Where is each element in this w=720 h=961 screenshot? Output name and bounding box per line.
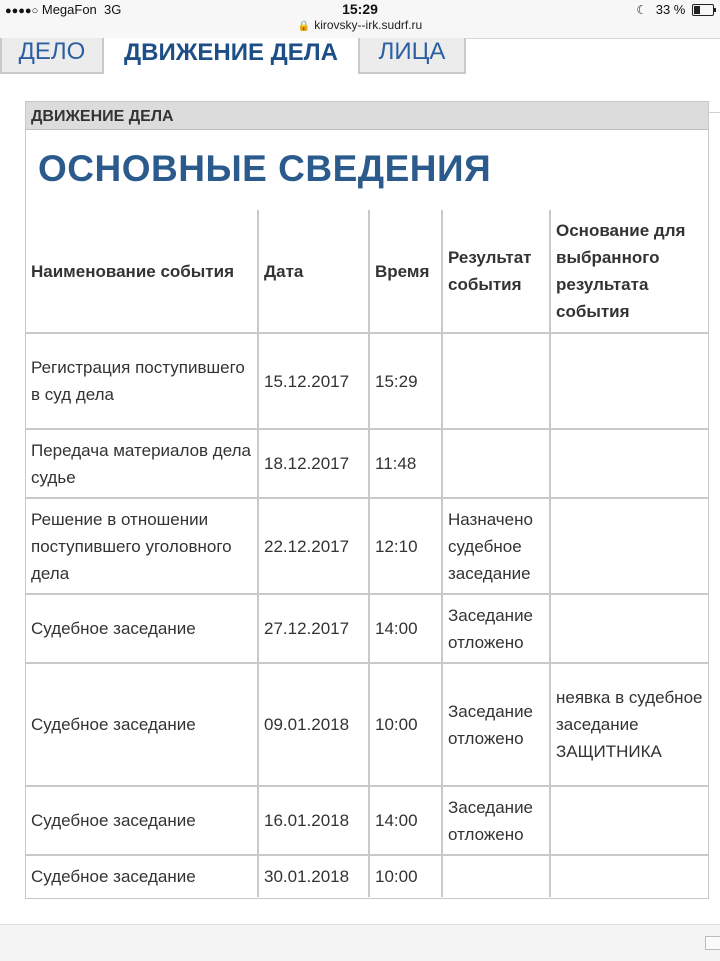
- cell-result: [442, 855, 550, 897]
- cell-name: Судебное заседание: [26, 663, 258, 786]
- table-row: [26, 429, 708, 498]
- cell-date: 15.12.2017: [258, 333, 369, 429]
- tab-persons[interactable]: ЛИЦА: [358, 38, 466, 74]
- cell-time: 10:00: [369, 855, 442, 897]
- cell-basis: неявка в судебное заседание ЗАЩИТНИКА: [550, 663, 708, 786]
- table-row: [26, 333, 708, 429]
- cell-time: 10:00: [369, 663, 442, 786]
- cell-date: 18.12.2017: [258, 429, 369, 498]
- table-row: [26, 855, 708, 897]
- status-right: [636, 2, 714, 17]
- cell-time: 14:00: [369, 594, 442, 663]
- cell-time: 11:48: [369, 429, 442, 498]
- cell-result: [442, 429, 550, 498]
- address-bar[interactable]: [0, 18, 720, 32]
- cell-result: Заседание отложено: [442, 594, 550, 663]
- lock-icon: 🔒: [297, 21, 311, 32]
- cell-basis: [550, 429, 708, 498]
- column-header-result: Результат события: [442, 210, 550, 333]
- cell-time: 15:29: [369, 333, 442, 429]
- url-text: kirovsky--irk.sudrf.ru: [314, 18, 423, 32]
- column-header-basis: Основание для выбранного результата события: [550, 210, 708, 333]
- clock: 15:29: [342, 1, 378, 17]
- cell-name: Решение в отношении поступившего уголовного дела: [26, 498, 258, 594]
- cell-date: 16.01.2018: [258, 786, 369, 855]
- tab-delo[interactable]: ДЕЛО: [0, 38, 104, 74]
- cell-basis: [550, 498, 708, 594]
- page-title: ОСНОВНЫЕ СВЕДЕНИЯ: [38, 148, 492, 189]
- tab-movement[interactable]: ДВИЖЕНИЕ ДЕЛА: [104, 38, 358, 76]
- cell-time: 14:00: [369, 786, 442, 855]
- carrier-label: MegaFon: [41, 2, 97, 17]
- cell-name: Судебное заседание: [26, 594, 258, 663]
- table-header-row: [26, 210, 708, 333]
- table-row: [26, 663, 708, 786]
- network-label: 3G: [104, 2, 122, 17]
- cell-date: 27.12.2017: [258, 594, 369, 663]
- battery-percent: 33 %: [655, 2, 686, 17]
- status-bar: [0, 0, 720, 39]
- bottom-toolbar: [0, 924, 720, 961]
- cell-date: 22.12.2017: [258, 498, 369, 594]
- signal-icon: ●●●●○: [5, 5, 39, 17]
- page-edge-icon: [705, 936, 720, 950]
- cell-basis: [550, 786, 708, 855]
- column-header-date: Дата: [258, 210, 369, 333]
- cell-result: Заседание отложено: [442, 786, 550, 855]
- cell-result: [442, 333, 550, 429]
- battery-icon: [692, 4, 714, 16]
- moon-icon: ☾: [636, 3, 648, 17]
- cell-date: 09.01.2018: [258, 663, 369, 786]
- section-header: ДВИЖЕНИЕ ДЕЛА: [26, 102, 708, 130]
- tab-bar: [0, 38, 720, 76]
- cell-result: Назначено судебное заседание: [442, 498, 550, 594]
- table-row: [26, 786, 708, 855]
- cell-basis: [550, 333, 708, 429]
- column-header-name: Наименование события: [26, 210, 258, 333]
- cell-date: 30.01.2018: [258, 855, 369, 897]
- cell-name: Регистрация поступившего в суд дела: [26, 333, 258, 429]
- table-row: [26, 498, 708, 594]
- events-table: [26, 210, 708, 897]
- cell-basis: [550, 594, 708, 663]
- cell-name: Судебное заседание: [26, 855, 258, 897]
- cell-basis: [550, 855, 708, 897]
- cell-name: Судебное заседание: [26, 786, 258, 855]
- column-header-time: Время: [369, 210, 442, 333]
- cell-time: 12:10: [369, 498, 442, 594]
- cell-name: Передача материалов дела судье: [26, 429, 258, 498]
- table-row: [26, 594, 708, 663]
- case-movement-panel: [25, 101, 709, 899]
- cell-result: Заседание отложено: [442, 663, 550, 786]
